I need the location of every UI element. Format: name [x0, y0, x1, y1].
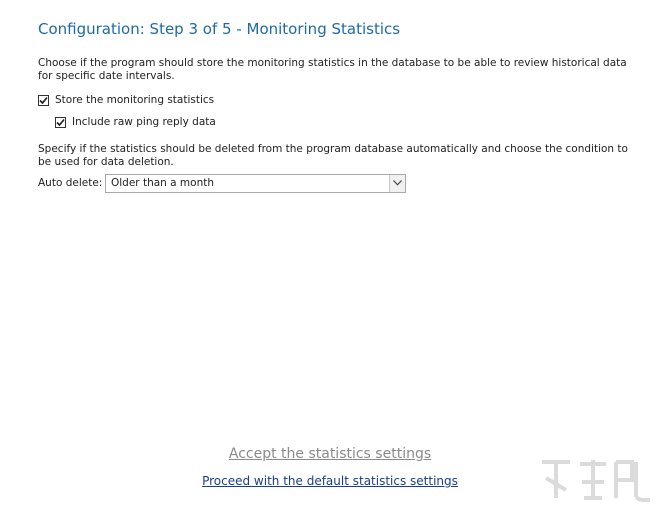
- auto-delete-label: Auto delete:: [38, 177, 103, 189]
- delete-description: Specify if the statistics should be deleted from the program database automatically and choose the condition to be used for data deletion.: [38, 143, 628, 168]
- auto-delete-dropdown-button[interactable]: [389, 175, 405, 192]
- auto-delete-select[interactable]: [105, 174, 406, 193]
- include-raw-ping-label: Include raw ping reply data: [72, 116, 216, 128]
- store-statistics-checkbox[interactable]: [38, 95, 49, 106]
- checkmark-icon: [39, 96, 48, 105]
- store-description: Choose if the program should store the monitoring statistics in the database to be able to review historical data for specific date intervals.: [38, 57, 627, 82]
- chevron-down-icon: [393, 180, 402, 186]
- accept-settings-link[interactable]: Accept the statistics settings: [228, 446, 432, 462]
- watermark-logo: [536, 454, 656, 506]
- include-raw-ping-option[interactable]: [55, 116, 216, 128]
- proceed-default-link[interactable]: Proceed with the default statistics settings: [202, 474, 458, 488]
- auto-delete-value: Older than a month: [111, 177, 215, 189]
- store-statistics-label: Store the monitoring statistics: [55, 94, 215, 106]
- page-title: Configuration: Step 3 of 5 - Monitoring Statistics: [38, 20, 401, 38]
- include-raw-ping-checkbox[interactable]: [55, 117, 66, 128]
- store-statistics-option[interactable]: [38, 94, 214, 106]
- checkmark-icon: [56, 118, 65, 127]
